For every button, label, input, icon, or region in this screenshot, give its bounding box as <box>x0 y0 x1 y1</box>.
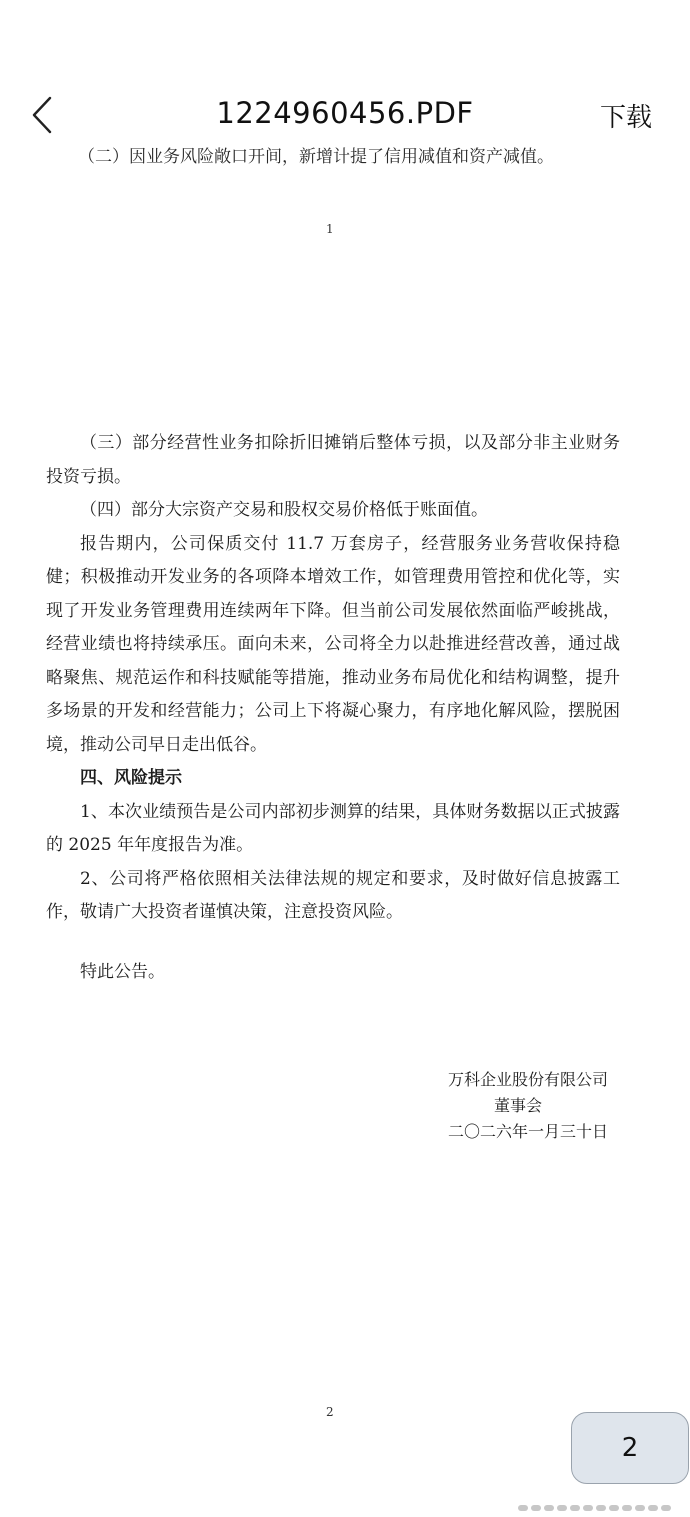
dot <box>661 1505 671 1511</box>
document-body <box>46 427 620 989</box>
dot <box>544 1505 554 1511</box>
paragraph-item3: （三）部分经营性业务扣除折旧摊销后整体亏损，以及部分非主业财务投资亏损。 <box>46 433 620 487</box>
signature-board: 董事会 <box>494 1096 543 1115</box>
document-title: 1224960456.PDF <box>216 96 474 130</box>
paragraph-risk1: 1、本次业绩预告是公司内部初步测算的结果，具体财务数据以正式披露的 2025 年年度报告为准。 <box>46 801 620 855</box>
signature-company: 万科企业股份有限公司 <box>448 1070 609 1089</box>
clipped-text: （二）因业务风险敞口开间，新增计提了信用减值和资产减值。 <box>78 147 554 167</box>
paragraph-item4: （四）部分大宗资产交易和股权交易价格低于账面值。 <box>80 500 488 520</box>
page-indicator[interactable]: 2 <box>571 1412 689 1484</box>
chevron-left-icon <box>31 95 53 135</box>
section-heading-risk: 四、风险提示 <box>80 768 182 788</box>
dot <box>570 1505 580 1511</box>
clipped-text-line <box>0 138 690 168</box>
dot <box>648 1505 658 1511</box>
dot <box>531 1505 541 1511</box>
signature-block <box>448 1067 608 1145</box>
dot <box>596 1505 606 1511</box>
paragraph-risk2: 2、公司将严格依照相关法律法规的规定和要求，及时做好信息披露工作，敬请广大投资者谨慎决策，注意投资风险。 <box>46 868 620 922</box>
page-number-first: 1 <box>326 222 334 236</box>
download-button[interactable]: 下载 <box>599 103 652 133</box>
top-nav-bar <box>0 0 690 150</box>
paragraph-closing: 特此公告。 <box>80 961 165 982</box>
signature-date: 二〇二六年一月三十日 <box>448 1122 609 1141</box>
dot <box>583 1505 593 1511</box>
watermark-dots <box>518 1505 671 1511</box>
paragraph-summary: 报告期内，公司保质交付 11.7 万套房子，经营服务业务营收保持稳健；积极推动开发业务的各项降本增效工作，如管理费用管控和优化等，实现了开发业务管理费用连续两年下降。但当前公司发展依然面临严峻挑战，经营业绩也将持续承压。面向未来，公司将全力以赴推进经营改善，通过战略聚焦、规范运作和科技赋能等措施，推动业务布局优化和结构调整，提升多场景的开发和经营能力；公司上下将凝心聚力，有序地化解风险，摆脱困境，推动公司早日走出低谷。 <box>46 533 620 755</box>
page-number-second: 2 <box>326 1405 334 1419</box>
dot <box>557 1505 567 1511</box>
dot <box>622 1505 632 1511</box>
dot <box>609 1505 619 1511</box>
back-button[interactable] <box>22 92 62 138</box>
dot <box>635 1505 645 1511</box>
dot <box>518 1505 528 1511</box>
